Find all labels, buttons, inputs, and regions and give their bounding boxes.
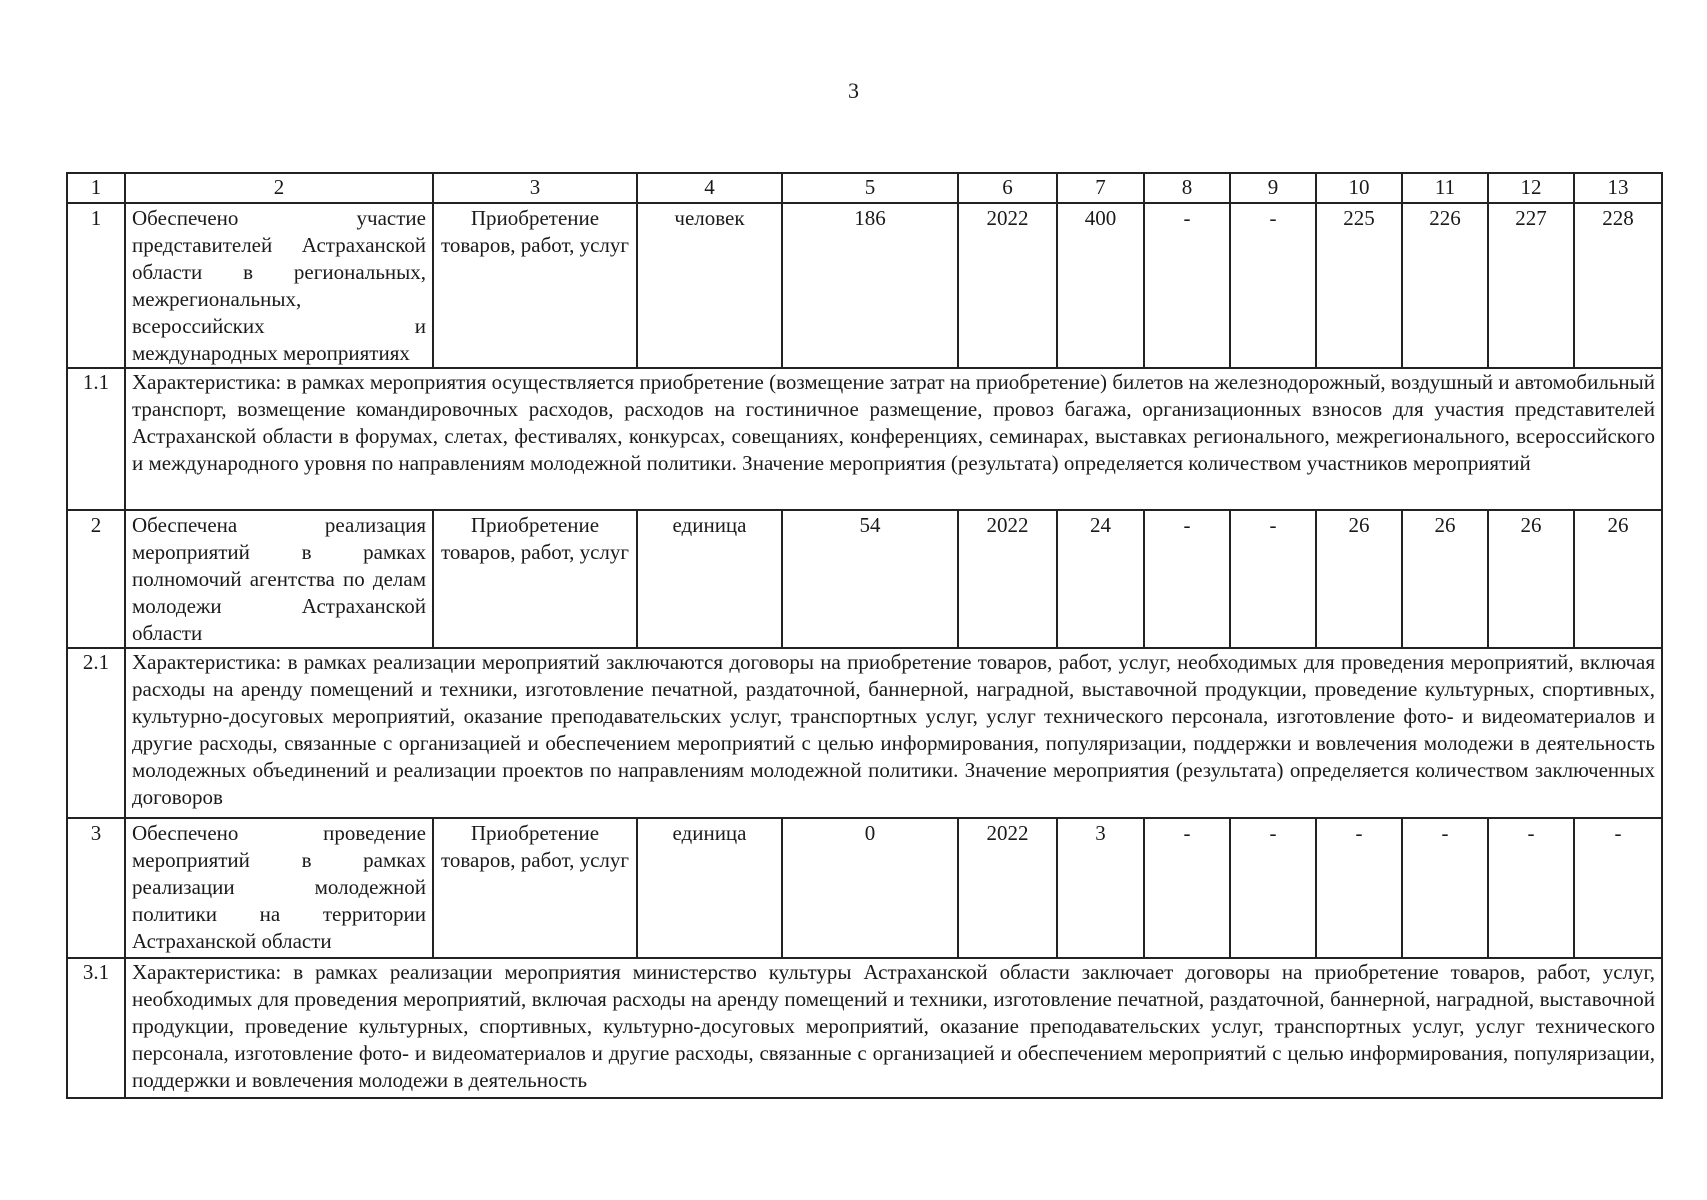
measure-type: Приобретение товаров, работ, услуг bbox=[433, 818, 637, 958]
base-value: 0 bbox=[782, 818, 958, 958]
base-year: 2022 bbox=[958, 510, 1057, 648]
unit: человек bbox=[637, 203, 782, 368]
unit: единица bbox=[637, 510, 782, 648]
sub-number: 1.1 bbox=[67, 368, 125, 510]
measure-name: Обеспечено проведение мероприятий в рамках реализации молодежной политики на территории Астраханской области bbox=[125, 818, 433, 958]
value-cell: 26 bbox=[1402, 510, 1488, 648]
header-cell: 12 bbox=[1488, 173, 1574, 203]
row-number: 2 bbox=[67, 510, 125, 648]
value-cell: 3 bbox=[1057, 818, 1144, 958]
value-cell: 400 bbox=[1057, 203, 1144, 368]
value-cell: 26 bbox=[1488, 510, 1574, 648]
header-cell: 3 bbox=[433, 173, 637, 203]
measure-name: Обеспечено участие представителей Астраханской области в региональных, межрегиональных, всероссийских и международных мероприятиях bbox=[125, 203, 433, 368]
table-row bbox=[67, 510, 1662, 648]
measure-type: Приобретение товаров, работ, услуг bbox=[433, 510, 637, 648]
measures-table bbox=[66, 172, 1663, 1099]
description: Характеристика: в рамках реализации мероприятия министерство культуры Астраханской области заключает договоры на приобретение товаров, работ, услуг, необходимых для проведения мероприятий, включая расходы на аренду помещений и техники, изготовление печатной, раздаточной, баннерной, наградной, выставочной продукции, проведение культурных, спортивных, культурно-досуговых мероприятий, оказание преподавательских услуг, транспортных услуг, услуг технического персонала, изготовление фото- и видеоматериалов и другие расходы, связанные с организацией и обеспечением мероприятий с целью информирования, популяризации, поддержки и вовлечения молодежи в деятельность bbox=[125, 958, 1662, 1098]
table-row bbox=[67, 203, 1662, 368]
value-cell: - bbox=[1230, 510, 1316, 648]
measure-name: Обеспечена реализация мероприятий в рамках полномочий агентства по делам молодежи Астраханской области bbox=[125, 510, 433, 648]
description-row bbox=[67, 368, 1662, 510]
header-cell: 11 bbox=[1402, 173, 1488, 203]
description: Характеристика: в рамках мероприятия осуществляется приобретение (возмещение затрат на приобретение) билетов на железнодорожный, воздушный и автомобильный транспорт, возмещение командировочных расходов, расходов на гостиничное размещение, провоз багажа, организационных взносов для участия представителей Астраханской области в форумах, слетах, фестивалях, конкурсах, совещаниях, конференциях, семинарах, выставках регионального, межрегионального, всероссийского и международного уровня по направлениям молодежной политики. Значение мероприятия (результата) определяется количеством участников мероприятий bbox=[125, 368, 1662, 510]
value-cell: 227 bbox=[1488, 203, 1574, 368]
base-value: 54 bbox=[782, 510, 958, 648]
description: Характеристика: в рамках реализации мероприятий заключаются договоры на приобретение товаров, работ, услуг, необходимых для проведения мероприятий, включая расходы на аренду помещений и техники, изготовление печатной, раздаточной, баннерной, наградной, выставочной продукции, проведение культурных, спортивных, культурно-досуговых мероприятий, оказание преподавательских услуг, транспортных услуг, услуг технического персонала, изготовление фото- и видеоматериалов и другие расходы, связанные с организацией и обеспечением мероприятий с целью информирования, популяризации, поддержки и вовлечения молодежи в деятельность молодежных объединений и реализации проектов по направлениям молодежной политики. Значение мероприятия (результата) определяется количеством заключенных договоров bbox=[125, 648, 1662, 818]
value-cell: - bbox=[1144, 510, 1230, 648]
header-cell: 8 bbox=[1144, 173, 1230, 203]
header-cell: 2 bbox=[125, 173, 433, 203]
value-cell: - bbox=[1574, 818, 1662, 958]
value-cell: 26 bbox=[1316, 510, 1402, 648]
header-cell: 13 bbox=[1574, 173, 1662, 203]
header-cell: 1 bbox=[67, 173, 125, 203]
row-number: 3 bbox=[67, 818, 125, 958]
header-cell: 9 bbox=[1230, 173, 1316, 203]
row-number: 1 bbox=[67, 203, 125, 368]
value-cell: - bbox=[1144, 203, 1230, 368]
header-cell: 10 bbox=[1316, 173, 1402, 203]
description-row bbox=[67, 648, 1662, 818]
unit: единица bbox=[637, 818, 782, 958]
value-cell: 24 bbox=[1057, 510, 1144, 648]
header-cell: 7 bbox=[1057, 173, 1144, 203]
value-cell: 26 bbox=[1574, 510, 1662, 648]
header-row bbox=[67, 173, 1662, 203]
header-cell: 5 bbox=[782, 173, 958, 203]
sub-number: 2.1 bbox=[67, 648, 125, 818]
value-cell: 226 bbox=[1402, 203, 1488, 368]
base-year: 2022 bbox=[958, 818, 1057, 958]
header-cell: 4 bbox=[637, 173, 782, 203]
value-cell: 228 bbox=[1574, 203, 1662, 368]
value-cell: - bbox=[1488, 818, 1574, 958]
value-cell: - bbox=[1402, 818, 1488, 958]
header-cell: 6 bbox=[958, 173, 1057, 203]
base-value: 186 bbox=[782, 203, 958, 368]
value-cell: - bbox=[1230, 818, 1316, 958]
value-cell: - bbox=[1316, 818, 1402, 958]
description-row bbox=[67, 958, 1662, 1098]
sub-number: 3.1 bbox=[67, 958, 125, 1098]
page-number: 3 bbox=[848, 78, 859, 103]
value-cell: 225 bbox=[1316, 203, 1402, 368]
value-cell: - bbox=[1144, 818, 1230, 958]
measure-type: Приобретение товаров, работ, услуг bbox=[433, 203, 637, 368]
base-year: 2022 bbox=[958, 203, 1057, 368]
table-row bbox=[67, 818, 1662, 958]
value-cell: - bbox=[1230, 203, 1316, 368]
